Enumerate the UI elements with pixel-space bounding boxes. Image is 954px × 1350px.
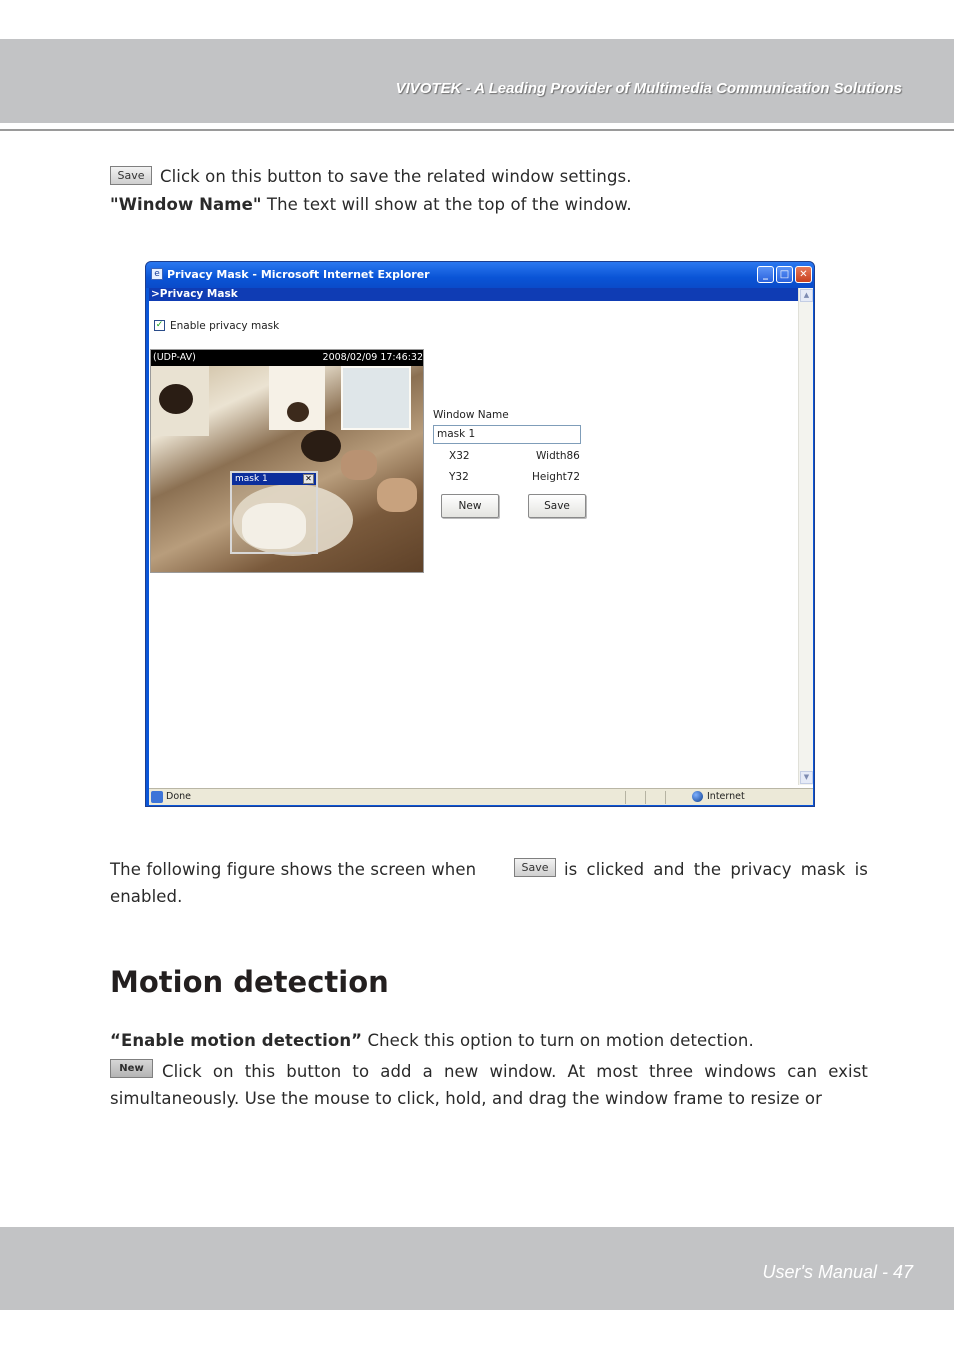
status-divider	[625, 791, 626, 804]
section-heading: Motion detection	[110, 965, 389, 999]
figure-caption-end: is clicked and the privacy mask is	[564, 860, 868, 879]
window-name-line	[110, 195, 632, 214]
fireplace-opening	[287, 402, 309, 422]
new-button[interactable]: New	[441, 494, 499, 518]
browser-content	[149, 288, 813, 805]
x-value: X32	[449, 450, 470, 462]
window-name-input[interactable]: mask 1	[433, 425, 581, 444]
privacy-mask-window[interactable]	[230, 471, 318, 554]
window-name-term: "Window Name"	[110, 195, 262, 214]
mask-title-bar[interactable]	[232, 473, 316, 485]
enable-motion-term: “Enable motion detection”	[110, 1031, 363, 1050]
enable-privacy-mask-label: Enable privacy mask	[170, 320, 280, 332]
page-number: User's Manual - 47	[762, 1262, 913, 1282]
new-button-inline[interactable]: New	[110, 1059, 153, 1078]
new-description-line2: simultaneously. Use the mouse to click, hold, and drag the window frame to resize or	[110, 1089, 823, 1108]
figure-caption-start: The following figure shows the screen when	[110, 860, 477, 879]
y-value: Y32	[449, 471, 469, 483]
header-divider	[0, 129, 954, 131]
room-shelf	[159, 384, 193, 414]
enable-motion-line	[110, 1031, 754, 1050]
window-title: Privacy Mask - Microsoft Internet Explorer	[167, 268, 430, 281]
masked-sofa	[242, 503, 306, 549]
scroll-down-icon[interactable]: ▼	[800, 771, 813, 784]
ie-icon: e	[151, 268, 163, 280]
mask-label: mask 1	[235, 474, 268, 484]
enable-privacy-mask-checkbox[interactable]: ✓	[155, 320, 164, 330]
page-heading: >Privacy Mask	[151, 288, 238, 300]
window-name-description: The text will show at the top of the window.	[266, 195, 632, 214]
video-source: (UDP-AV)	[153, 352, 196, 363]
video-preview	[150, 349, 424, 573]
page-footer	[0, 1227, 954, 1310]
save-button-inline-2[interactable]: Save	[514, 858, 556, 877]
room-window	[341, 366, 411, 430]
page-icon	[151, 791, 163, 803]
minimize-icon[interactable]: _	[757, 266, 774, 283]
width-value: Width86	[536, 450, 580, 462]
save-button-inline[interactable]: Save	[110, 166, 152, 185]
status-divider	[665, 791, 666, 804]
figure-caption-line2: enabled.	[110, 887, 183, 906]
scroll-up-icon[interactable]: ▲	[800, 289, 813, 302]
globe-icon	[692, 791, 703, 802]
save-description: Click on this button to save the related window settings.	[160, 167, 632, 186]
armchair	[341, 450, 377, 480]
window-name-field-label: Window Name	[433, 409, 509, 421]
video-timestamp: 2008/02/09 17:46:32	[322, 352, 423, 363]
ie-window	[145, 261, 815, 807]
enable-motion-description: Check this option to turn on motion detection.	[367, 1031, 754, 1050]
page-heading-bar	[149, 288, 798, 301]
new-description-line1: Click on this button to add a new window. At most three windows can exist	[162, 1062, 868, 1081]
save-button[interactable]: Save	[528, 494, 586, 518]
status-divider	[645, 791, 646, 804]
status-text: Done	[166, 791, 191, 802]
vertical-scrollbar[interactable]	[798, 288, 813, 785]
height-value: Height72	[532, 471, 581, 483]
status-bar	[149, 788, 813, 805]
armchair-2	[377, 478, 417, 512]
header-tagline: VIVOTEK - A Leading Provider of Multimedia Communication Solutions	[395, 80, 902, 97]
status-zone: Internet	[707, 791, 745, 802]
maximize-icon[interactable]: □	[776, 266, 793, 283]
dark-chair	[301, 430, 341, 462]
title-bar[interactable]	[146, 262, 814, 288]
video-info-bar	[151, 350, 424, 366]
close-icon[interactable]: ✕	[795, 266, 812, 283]
mask-close-icon[interactable]: ✕	[303, 474, 314, 484]
page-header	[0, 39, 954, 123]
